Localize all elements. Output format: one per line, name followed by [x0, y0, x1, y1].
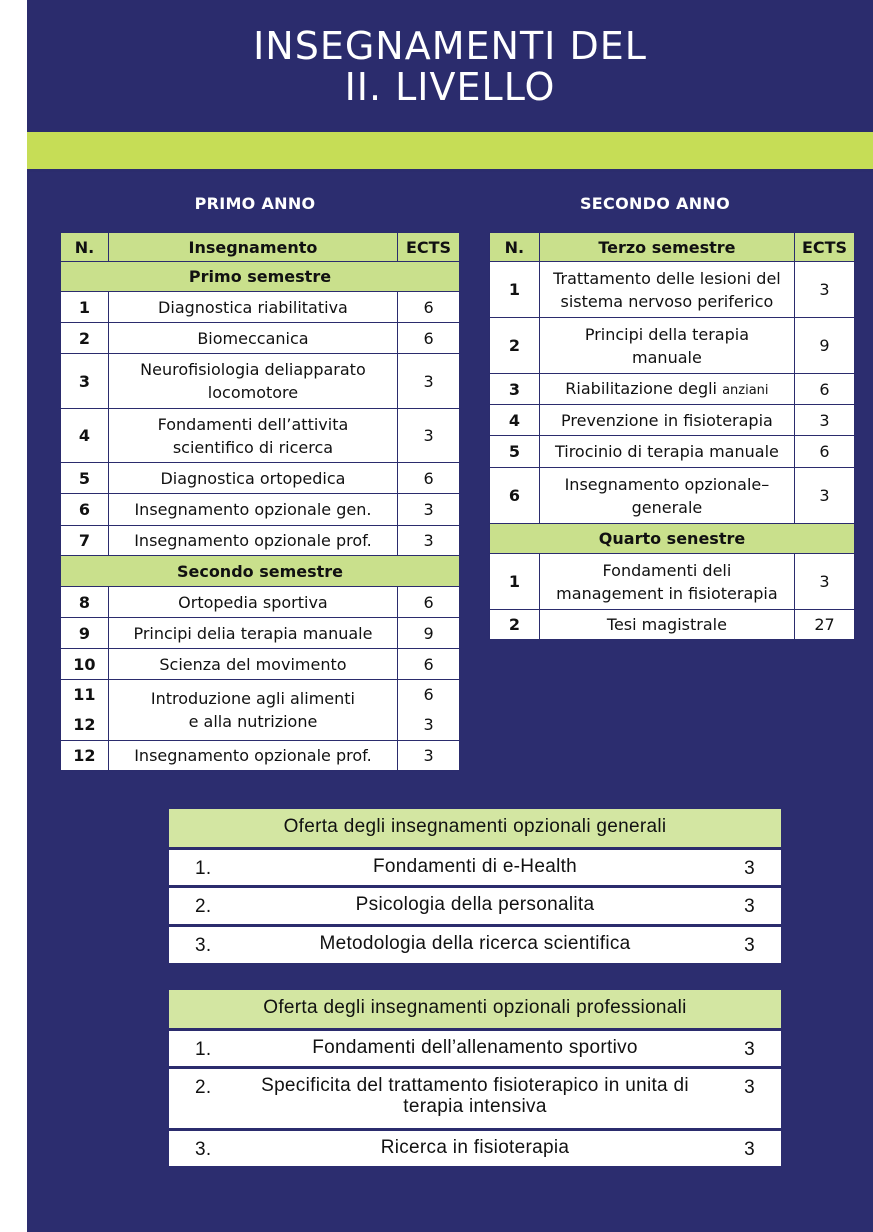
course-name: Principi della terapia manuale — [539, 318, 794, 374]
course-name: Insegnamento opzionale prof. — [108, 741, 397, 771]
course-ects: 3 — [795, 554, 855, 610]
page-title-line1: INSEGNAMENTI DEL — [253, 24, 647, 68]
semester-label: Primo semestre — [61, 262, 460, 292]
item-ects: 3 — [744, 1139, 755, 1160]
course-ects-pair — [398, 680, 460, 741]
course-name: Principi delia terapia manuale — [108, 618, 397, 649]
table-row — [61, 649, 460, 680]
course-ects: 6 — [795, 374, 855, 405]
course-ects: 3 — [795, 262, 855, 318]
item-ects: 3 — [744, 858, 755, 879]
item-number: 3. — [195, 935, 212, 956]
course-number: 3 — [61, 354, 109, 409]
first-year-heading: PRIMO ANNO — [194, 194, 316, 213]
course-number: 9 — [61, 618, 109, 649]
table-row — [61, 354, 460, 409]
course-number: 6 — [61, 494, 109, 526]
item-name: Psicologia della personalita — [355, 894, 595, 915]
course-name: Introduzione agli alimenti e alla nutrizione — [108, 680, 397, 741]
item-number: 2. — [195, 896, 212, 917]
course-ects: 6 — [398, 587, 460, 618]
course-ects: 6 — [398, 323, 460, 354]
course-number-pair — [61, 680, 109, 741]
course-number: 12 — [73, 715, 96, 734]
semester-row — [61, 556, 460, 587]
table-row — [61, 323, 460, 354]
table-row — [490, 262, 855, 318]
course-ects: 3 — [795, 405, 855, 436]
first-year-table — [60, 232, 460, 771]
course-name: Neurofisiologia deliapparato locomotore — [108, 354, 397, 409]
item-name: Fondamenti dell’allenamento sportivo — [312, 1037, 638, 1058]
col-header-ects: ECTS — [795, 233, 855, 262]
second-year-heading: SECONDO ANNO — [579, 194, 730, 213]
table-row — [61, 587, 460, 618]
course-ects: 6 — [398, 463, 460, 494]
table-row — [490, 436, 855, 468]
optional-general-table — [169, 809, 781, 963]
course-number: 1 — [61, 292, 109, 323]
col-header-n: N. — [490, 233, 540, 262]
table-row — [490, 318, 855, 374]
item-name: Specificita del trattamento fisioterapico in unita di terapia intensiva — [261, 1075, 689, 1117]
course-name: Diagnostica ortopedica — [108, 463, 397, 494]
course-name: Diagnostica riabilitativa — [108, 292, 397, 323]
course-number: 5 — [490, 436, 540, 468]
course-number: 5 — [61, 463, 109, 494]
semester-label: Quarto senestre — [490, 524, 855, 554]
course-ects: 3 — [398, 526, 460, 556]
course-number: 2 — [490, 318, 540, 374]
course-ects: 3 — [398, 741, 460, 771]
table-row — [61, 680, 460, 741]
course-name: Fondamenti dell’attivita scientifico di ricerca — [108, 409, 397, 463]
course-name: Insegnamento opzionale prof. — [108, 526, 397, 556]
item-number: 3. — [195, 1139, 212, 1160]
course-ects: 6 — [398, 292, 460, 323]
semester-row — [490, 524, 855, 554]
accent-band — [27, 132, 873, 169]
item-ects: 3 — [744, 896, 755, 917]
course-number: 7 — [61, 526, 109, 556]
item-name: Fondamenti di e-Health — [372, 856, 578, 877]
course-name-suffix: anziani — [722, 382, 769, 398]
optional-professional-heading: Oferta degli insegnamenti opzionali professionali — [169, 990, 781, 1028]
course-ects: 27 — [795, 610, 855, 640]
item-ects: 3 — [744, 1039, 755, 1060]
course-name: Prevenzione in fisioterapia — [539, 405, 794, 436]
course-number: 4 — [61, 409, 109, 463]
item-ects: 3 — [744, 1077, 755, 1098]
table-row — [61, 494, 460, 526]
list-item — [169, 885, 781, 924]
course-ects: 6 — [795, 436, 855, 468]
course-ects: 3 — [398, 354, 460, 409]
optional-general-heading: Oferta degli insegnamenti opzionali generali — [169, 809, 781, 847]
table-row — [61, 463, 460, 494]
list-item — [169, 924, 781, 963]
item-number: 2. — [195, 1077, 212, 1098]
table-row — [61, 526, 460, 556]
course-ects: 6 — [423, 685, 434, 704]
course-number: 12 — [61, 741, 109, 771]
list-item — [169, 1066, 781, 1128]
course-ects: 3 — [398, 494, 460, 526]
course-name: Tirocinio di terapia manuale — [539, 436, 794, 468]
item-ects: 3 — [744, 935, 755, 956]
table-row — [490, 405, 855, 436]
list-item — [169, 847, 781, 885]
page-title — [27, 26, 873, 108]
table-row — [61, 409, 460, 463]
table-row — [61, 741, 460, 771]
course-name-group — [539, 374, 794, 405]
table-row — [490, 610, 855, 640]
item-name: Metodologia della ricerca scientifica — [319, 933, 631, 954]
list-item — [169, 1028, 781, 1066]
course-ects: 3 — [398, 409, 460, 463]
course-ects: 9 — [398, 618, 460, 649]
semester-label: Secondo semestre — [61, 556, 460, 587]
item-number: 1. — [195, 1039, 212, 1060]
course-number: 11 — [73, 685, 96, 704]
page-title-line2: II. LIVELLO — [344, 65, 556, 109]
col-header-course: Insegnamento — [108, 233, 397, 262]
list-item — [169, 1128, 781, 1166]
table-row — [61, 292, 460, 323]
col-header-ects: ECTS — [398, 233, 460, 262]
course-number: 4 — [490, 405, 540, 436]
item-name: Ricerca in fisioterapia — [380, 1137, 570, 1158]
semester-row — [61, 262, 460, 292]
course-number: 10 — [61, 649, 109, 680]
table-row — [490, 468, 855, 524]
course-number: 1 — [490, 554, 540, 610]
second-year-table — [489, 232, 855, 640]
course-name: Riabilitazione degli — [565, 378, 717, 398]
course-number: 3 — [490, 374, 540, 405]
course-ects: 3 — [795, 468, 855, 524]
course-name: Trattamento delle lesioni del sistema nervoso periferico — [539, 262, 794, 318]
course-name: Ortopedia sportiva — [108, 587, 397, 618]
course-number: 8 — [61, 587, 109, 618]
course-number: 6 — [490, 468, 540, 524]
course-number: 2 — [490, 610, 540, 640]
course-name: Insegnamento opzionale gen. — [108, 494, 397, 526]
col-header-n: N. — [61, 233, 109, 262]
course-name: Insegnamento opzionale– generale — [539, 468, 794, 524]
course-number: 1 — [490, 262, 540, 318]
course-name: Scienza del movimento — [108, 649, 397, 680]
optional-professional-table — [169, 990, 781, 1166]
table-row — [490, 554, 855, 610]
course-ects: 9 — [795, 318, 855, 374]
course-name: Tesi magistrale — [539, 610, 794, 640]
course-name: Biomeccanica — [108, 323, 397, 354]
course-name: Fondamenti deli management in fisioterapia — [539, 554, 794, 610]
course-number: 2 — [61, 323, 109, 354]
semester-label: Terzo semestre — [539, 233, 794, 262]
course-ects: 3 — [423, 715, 434, 734]
table-row — [61, 618, 460, 649]
item-number: 1. — [195, 858, 212, 879]
table-header-row — [61, 233, 460, 262]
table-row — [490, 374, 855, 405]
table-header-row — [490, 233, 855, 262]
course-ects: 6 — [398, 649, 460, 680]
